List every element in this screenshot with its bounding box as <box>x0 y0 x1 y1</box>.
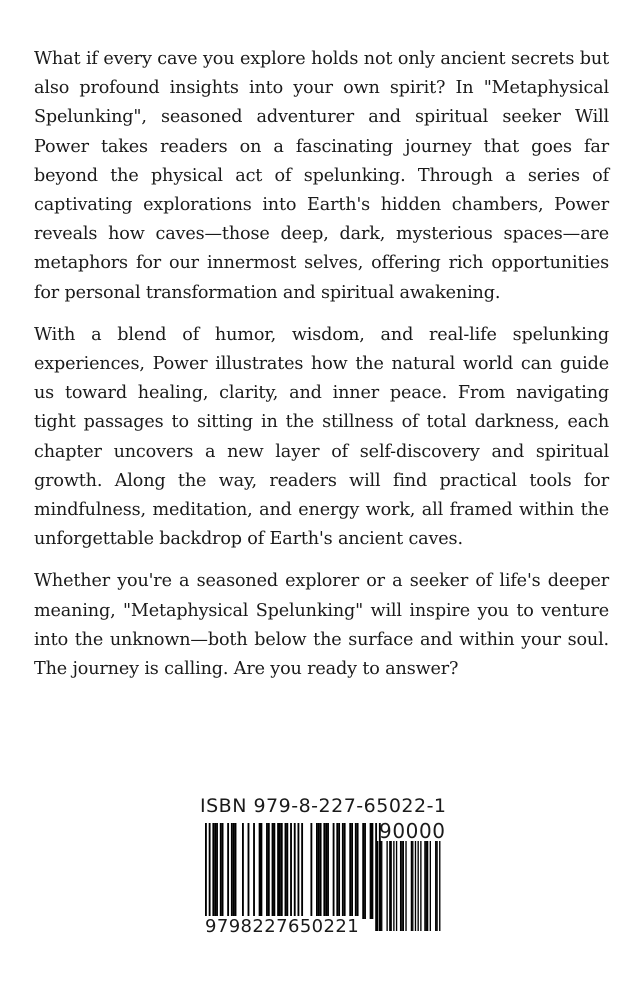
addon-bar <box>426 841 427 931</box>
barcode-bar <box>320 823 322 919</box>
addon-bar <box>403 841 404 931</box>
back-cover-blurb <box>34 45 609 697</box>
barcode-bar <box>231 823 233 919</box>
addon-bar <box>389 841 390 931</box>
barcode-bar <box>318 823 320 919</box>
barcode-bar <box>248 823 250 919</box>
ean-digits: 9798227650221 <box>205 916 360 937</box>
blurb-paragraph-2: With a blend of humor, wisdom, and real-life spelunking experiences, Power illustrates how the natural world can guide us toward healing, clarity, and inner peace. From navigating tight passages to sitting in the stillness of total darkness, each chapter uncovers a new layer of self-discovery and spiritual growth. Along the way, readers will find practical tools for mindfulness, meditation, and energy work, all framed within the unforgettable backdrop of Earth's ancient caves. <box>34 324 609 550</box>
isbn-label: ISBN 979-8-227-65022-1 <box>200 795 447 817</box>
barcode-bar <box>301 823 303 919</box>
blurb-paragraph-1: What if every cave you explore holds not only ancient secrets but also profound insights into your own spirit? In "Metaphysical Spelunking", seasoned adventurer and spiritual seeker Will Power takes readers on a fascinating journey that goes far beyond the physical act of spelunking. Through a series of captivating explorations into Earth's hidden chambers, Power reveals how caves—those deep, dark, mysterious spaces—are metaphors for our innermost selves, offering rich opportunities for personal transformation and spiritual awakening. <box>34 49 609 303</box>
addon-bar <box>418 841 419 931</box>
barcode-bar <box>375 823 377 931</box>
barcode-bar <box>242 823 244 919</box>
addon-bar <box>380 841 381 931</box>
addon-bar <box>386 841 387 931</box>
addon-bar <box>424 841 425 931</box>
barcode-bar <box>235 823 237 919</box>
addon-bar <box>411 841 412 931</box>
barcode-bar <box>349 823 351 919</box>
barcode-bar <box>338 823 340 919</box>
barcode-bar <box>316 823 318 919</box>
barcode-bar <box>285 823 287 919</box>
addon-bar <box>393 841 394 931</box>
addon-bar <box>377 841 378 931</box>
barcode-bar <box>216 823 218 919</box>
barcode-bar <box>279 823 281 919</box>
barcode-bar <box>261 823 263 919</box>
barcode-bar <box>273 823 275 919</box>
barcode-bar <box>344 823 346 919</box>
addon-bar <box>420 841 421 931</box>
addon-bar <box>436 841 437 931</box>
barcode-bar <box>310 823 312 919</box>
barcode-bar <box>205 823 207 931</box>
barcode-bar <box>333 823 335 919</box>
barcode-bar <box>336 823 338 919</box>
barcode-bar <box>364 823 366 919</box>
barcode-bar <box>222 823 224 919</box>
barcode-bar <box>372 823 374 919</box>
addon-bar <box>401 841 402 931</box>
barcode-bar <box>357 823 359 919</box>
addon-bar <box>400 841 401 931</box>
barcode-bar <box>298 823 300 919</box>
barcode-bar <box>259 823 261 919</box>
barcode-bar <box>327 823 329 919</box>
addon-bar <box>405 841 406 931</box>
barcode-bar <box>325 823 327 919</box>
barcode-bar <box>286 823 288 919</box>
addon-bar <box>435 841 436 931</box>
addon-bar <box>381 841 382 931</box>
addon-bar <box>415 841 416 931</box>
addon-bar <box>396 841 397 931</box>
barcode-bar <box>294 823 296 931</box>
barcode-bar <box>209 823 211 931</box>
addon-bar <box>427 841 428 931</box>
addon-digits: 90000 <box>379 819 446 843</box>
barcode-bar <box>323 823 325 919</box>
barcode-bar <box>212 823 214 919</box>
barcode-bar <box>362 823 364 919</box>
barcode-bar <box>342 823 344 919</box>
barcode-bar <box>253 823 255 919</box>
barcode-bar <box>220 823 222 919</box>
barcode-bar <box>272 823 274 919</box>
barcode-bar <box>233 823 235 919</box>
barcode-bar <box>266 823 268 919</box>
addon-bar <box>412 841 413 931</box>
barcode-bar <box>370 823 372 919</box>
barcode-bar <box>351 823 353 919</box>
barcode-bar <box>214 823 216 919</box>
addon-bar <box>430 841 431 931</box>
barcode-bar <box>227 823 229 919</box>
isbn-barcode <box>199 795 459 945</box>
addon-bar <box>391 841 392 931</box>
barcode-bar <box>355 823 357 919</box>
blurb-paragraph-3: Whether you're a seasoned explorer or a seeker of life's deeper meaning, "Metaphysical Spelunking" will inspire you to venture into the unknown—both below the surface and within your soul. The journey is calling. Are you ready to answer? <box>34 571 609 680</box>
addon-bar <box>439 841 440 931</box>
barcode-bar <box>277 823 279 919</box>
barcode-bar <box>281 823 283 919</box>
barcode-bar <box>290 823 292 931</box>
barcode-bar <box>268 823 270 919</box>
